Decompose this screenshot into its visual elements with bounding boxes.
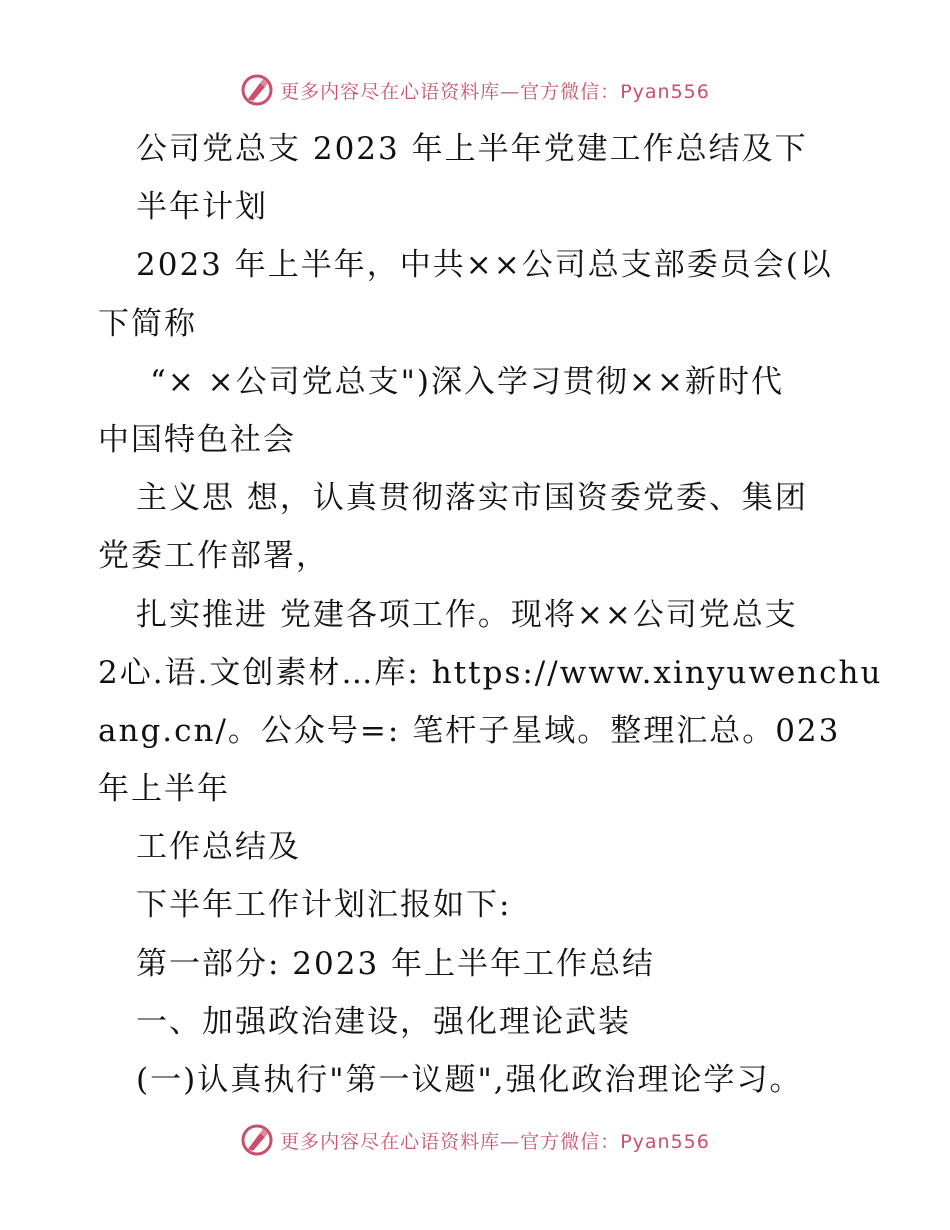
paragraph-line: 年上半年	[98, 771, 230, 808]
paragraph-line: 2心.语.文创素材…库: https://www.xinyuwenchu	[98, 654, 883, 691]
paragraph-line: 党委工作部署，	[98, 538, 329, 575]
paragraph-line: ang.cn/。公众号=: 笔杆子星域。整理汇总。023	[98, 712, 841, 749]
paragraph-line: 下半年工作计划汇报如下:	[136, 887, 512, 924]
watermark-contact-value: Pyan556	[620, 1130, 710, 1153]
watermark-text	[280, 1127, 710, 1154]
footer-watermark	[0, 1120, 950, 1160]
document-title-line-1: 公司党总支 2023 年上半年党建工作总结及下	[136, 131, 808, 167]
watermark-contact-value: Pyan556	[620, 80, 710, 103]
paragraph-line: 中国特色社会	[98, 421, 296, 458]
header-watermark	[0, 70, 950, 110]
document-title-line-2: 半年计划	[136, 189, 268, 226]
document-body	[98, 120, 883, 1109]
section-heading: 第一部分: 2023 年上半年工作总结	[136, 945, 656, 982]
paragraph-line: 工作总结及	[136, 829, 301, 866]
pen-logo-icon	[240, 1123, 274, 1157]
watermark-brand: 更多内容尽在心语资料库	[280, 80, 501, 103]
watermark-brand: 更多内容尽在心语资料库	[280, 1130, 501, 1153]
watermark-contact-label: 官方微信：	[520, 80, 621, 103]
paragraph-line: 下简称	[98, 305, 197, 342]
paragraph-line: 2023 年上半年，中共××公司总支部委员会(以	[136, 247, 833, 284]
paragraph-line: 扎实推进 党建各项工作。现将××公司党总支	[136, 596, 798, 633]
watermark-separator: —	[500, 80, 521, 103]
subsection-heading: 一、加强政治建设，强化理论武装	[136, 1003, 631, 1040]
paragraph-line: 主义思 想，认真贯彻落实市国资委党委、集团	[136, 480, 808, 517]
pen-logo-icon	[240, 73, 274, 107]
item-heading: (一)认真执行"第一议题",强化政治理论学习。	[136, 1062, 803, 1098]
watermark-text	[280, 77, 710, 104]
watermark-contact-label: 官方微信：	[520, 1130, 621, 1153]
watermark-separator: —	[500, 1130, 521, 1153]
paragraph-line: “× ×公司党总支")深入学习贯彻××新时代	[150, 363, 784, 400]
